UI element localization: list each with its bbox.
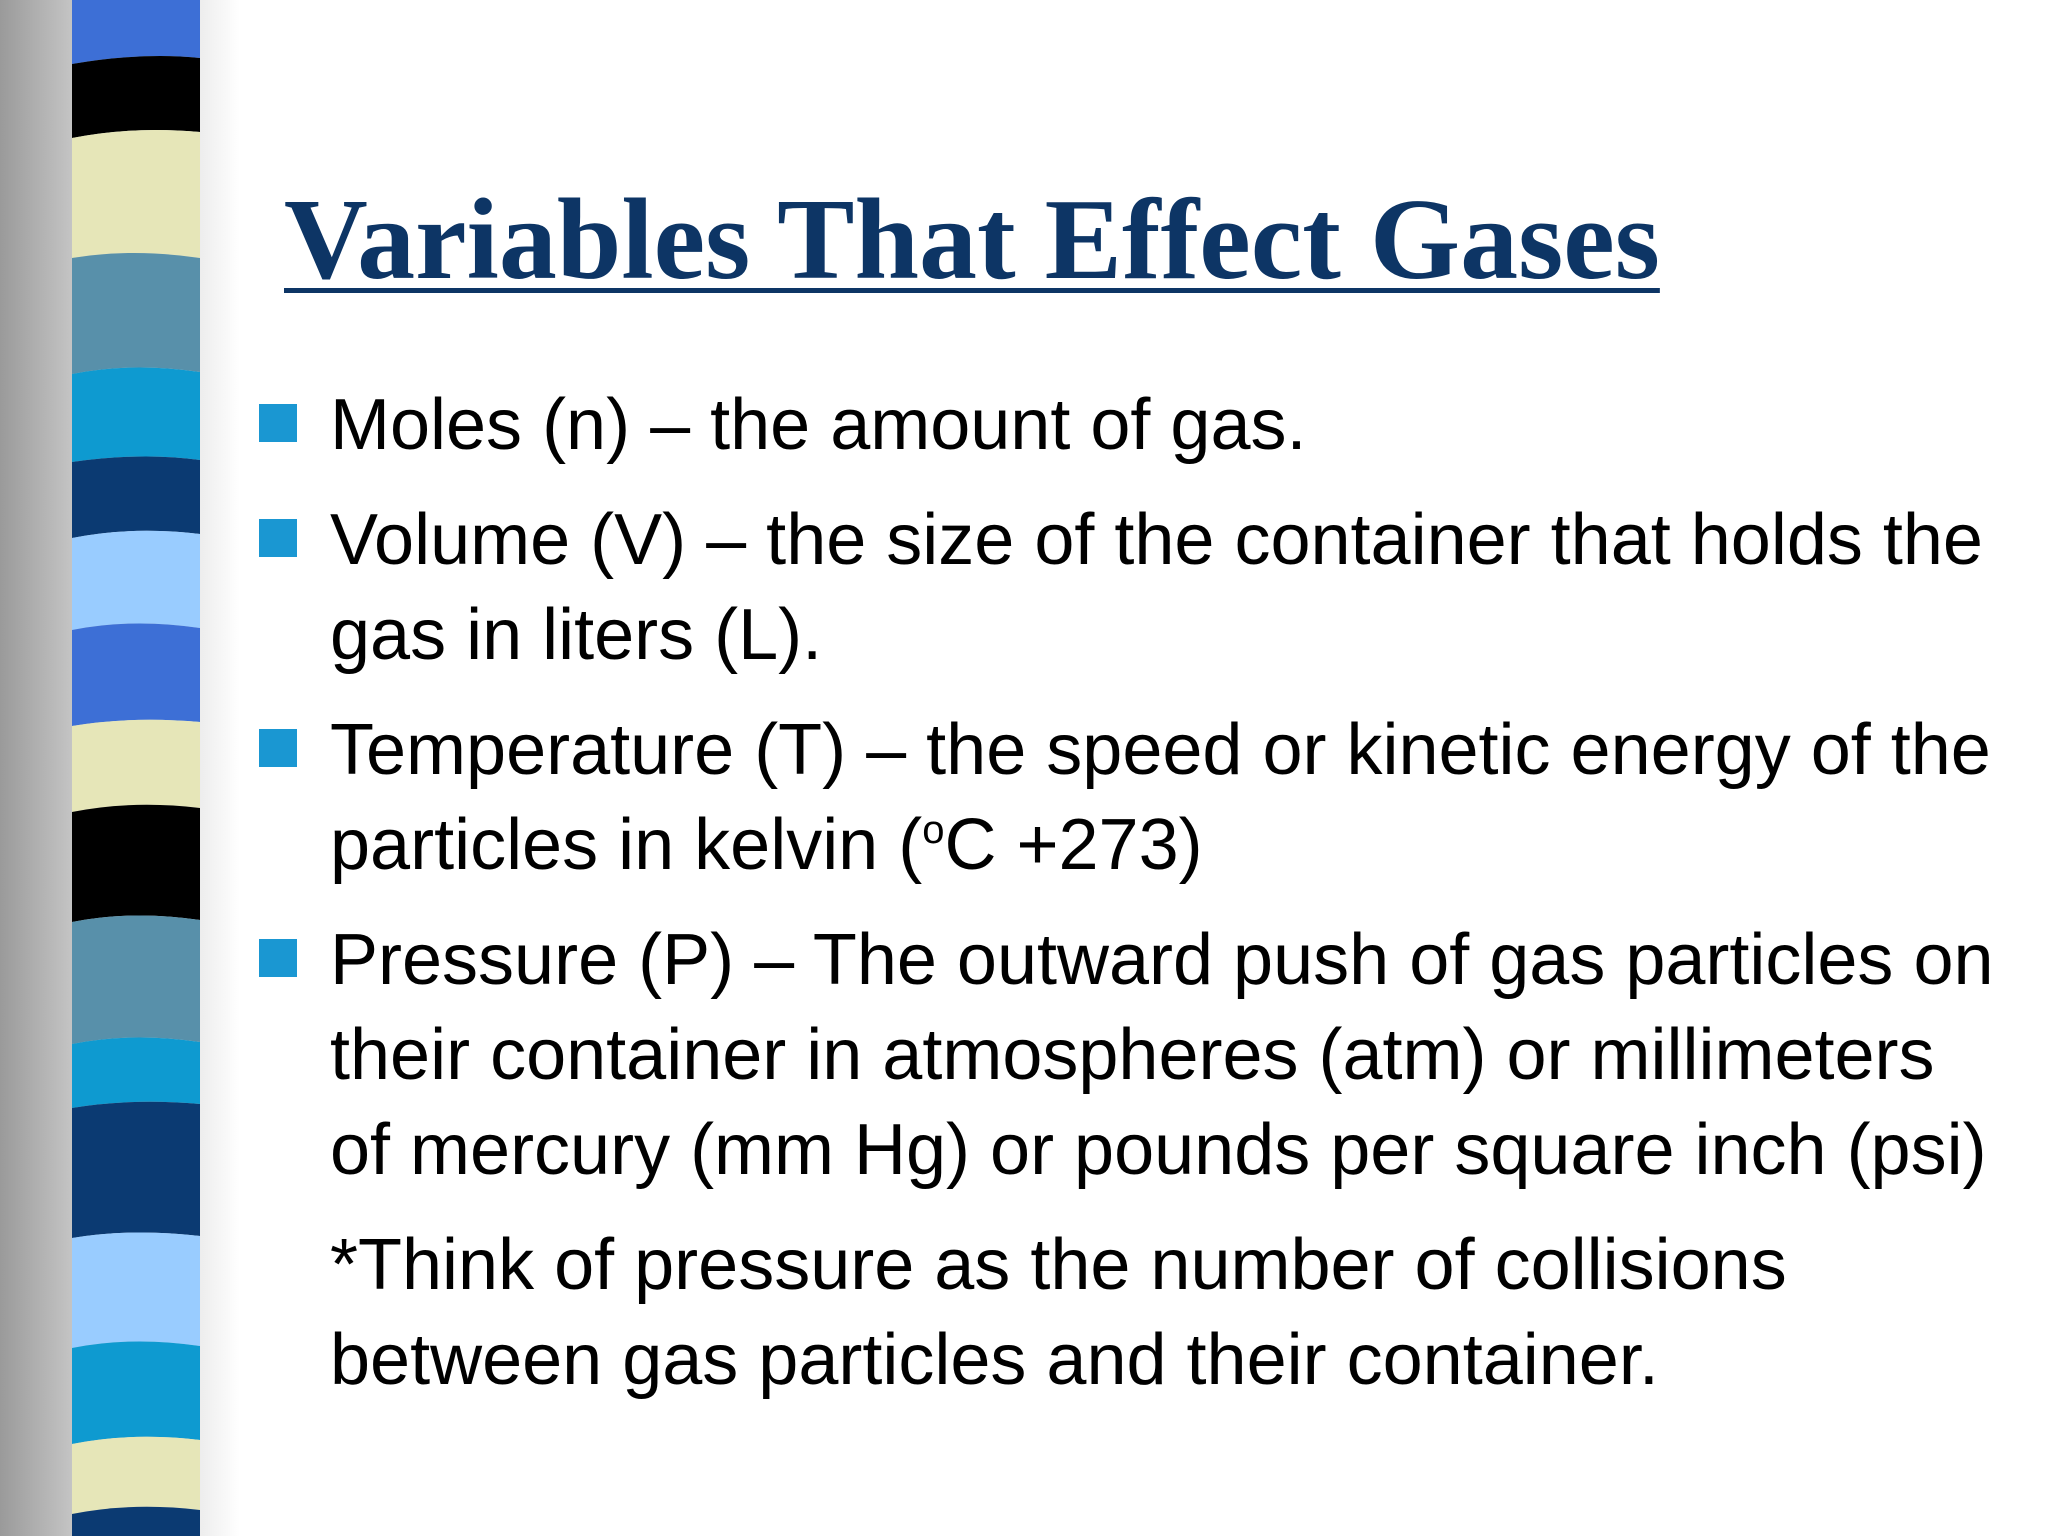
square-bullet-icon [259,729,297,767]
bullet-text: Moles (n) – the amount of gas. [330,385,1307,465]
bullet-item-volume [256,493,1996,683]
slide-title: Variables That Effect Gases [284,176,1660,304]
bullet-text: Pressure (P) – The outward push of gas particles on their container in atmospheres (atm) or millimeters of mercury (mm Hg) or pounds per square inch (psi) [330,920,1994,1190]
stripe-band [72,1341,200,1444]
decorative-wavy-stripe [72,0,200,1536]
square-bullet-icon [259,519,297,557]
stripe-band [72,367,200,462]
bullet-text-before: Temperature (T) – the speed or kinetic energy of the particles in kelvin ( [330,710,1991,885]
stripe-band [72,253,200,374]
stripe-band [72,0,200,64]
pressure-note: *Think of pressure as the number of collisions between gas particles and their container. [330,1225,1787,1400]
stripe-band [72,805,200,922]
stripe-band [72,1437,200,1514]
stripe-band [72,456,200,538]
bullet-item-pressure [256,913,1996,1198]
bullet-text: Volume (V) – the size of the container that holds the gas in liters (L). [330,500,1983,675]
stripe-band [72,623,200,726]
bullet-item-temperature [256,703,1996,893]
stripe-band [72,720,200,812]
stripe-band [72,1102,200,1238]
bullet-item-moles [256,378,1996,473]
stripe-band [72,56,200,138]
square-bullet-icon [259,404,297,442]
slide-body [256,378,1996,1408]
stripe-band [72,1037,200,1108]
stripe-band [72,1232,200,1348]
square-bullet-icon [259,939,297,977]
bullet-list [256,378,1996,1198]
stripe-band [72,531,200,630]
stripe-band [72,1507,200,1536]
degree-superscript: o [922,808,945,852]
stripe-band [72,130,200,258]
stripe-band [72,915,200,1044]
bullet-text-after: C +273) [944,805,1203,885]
